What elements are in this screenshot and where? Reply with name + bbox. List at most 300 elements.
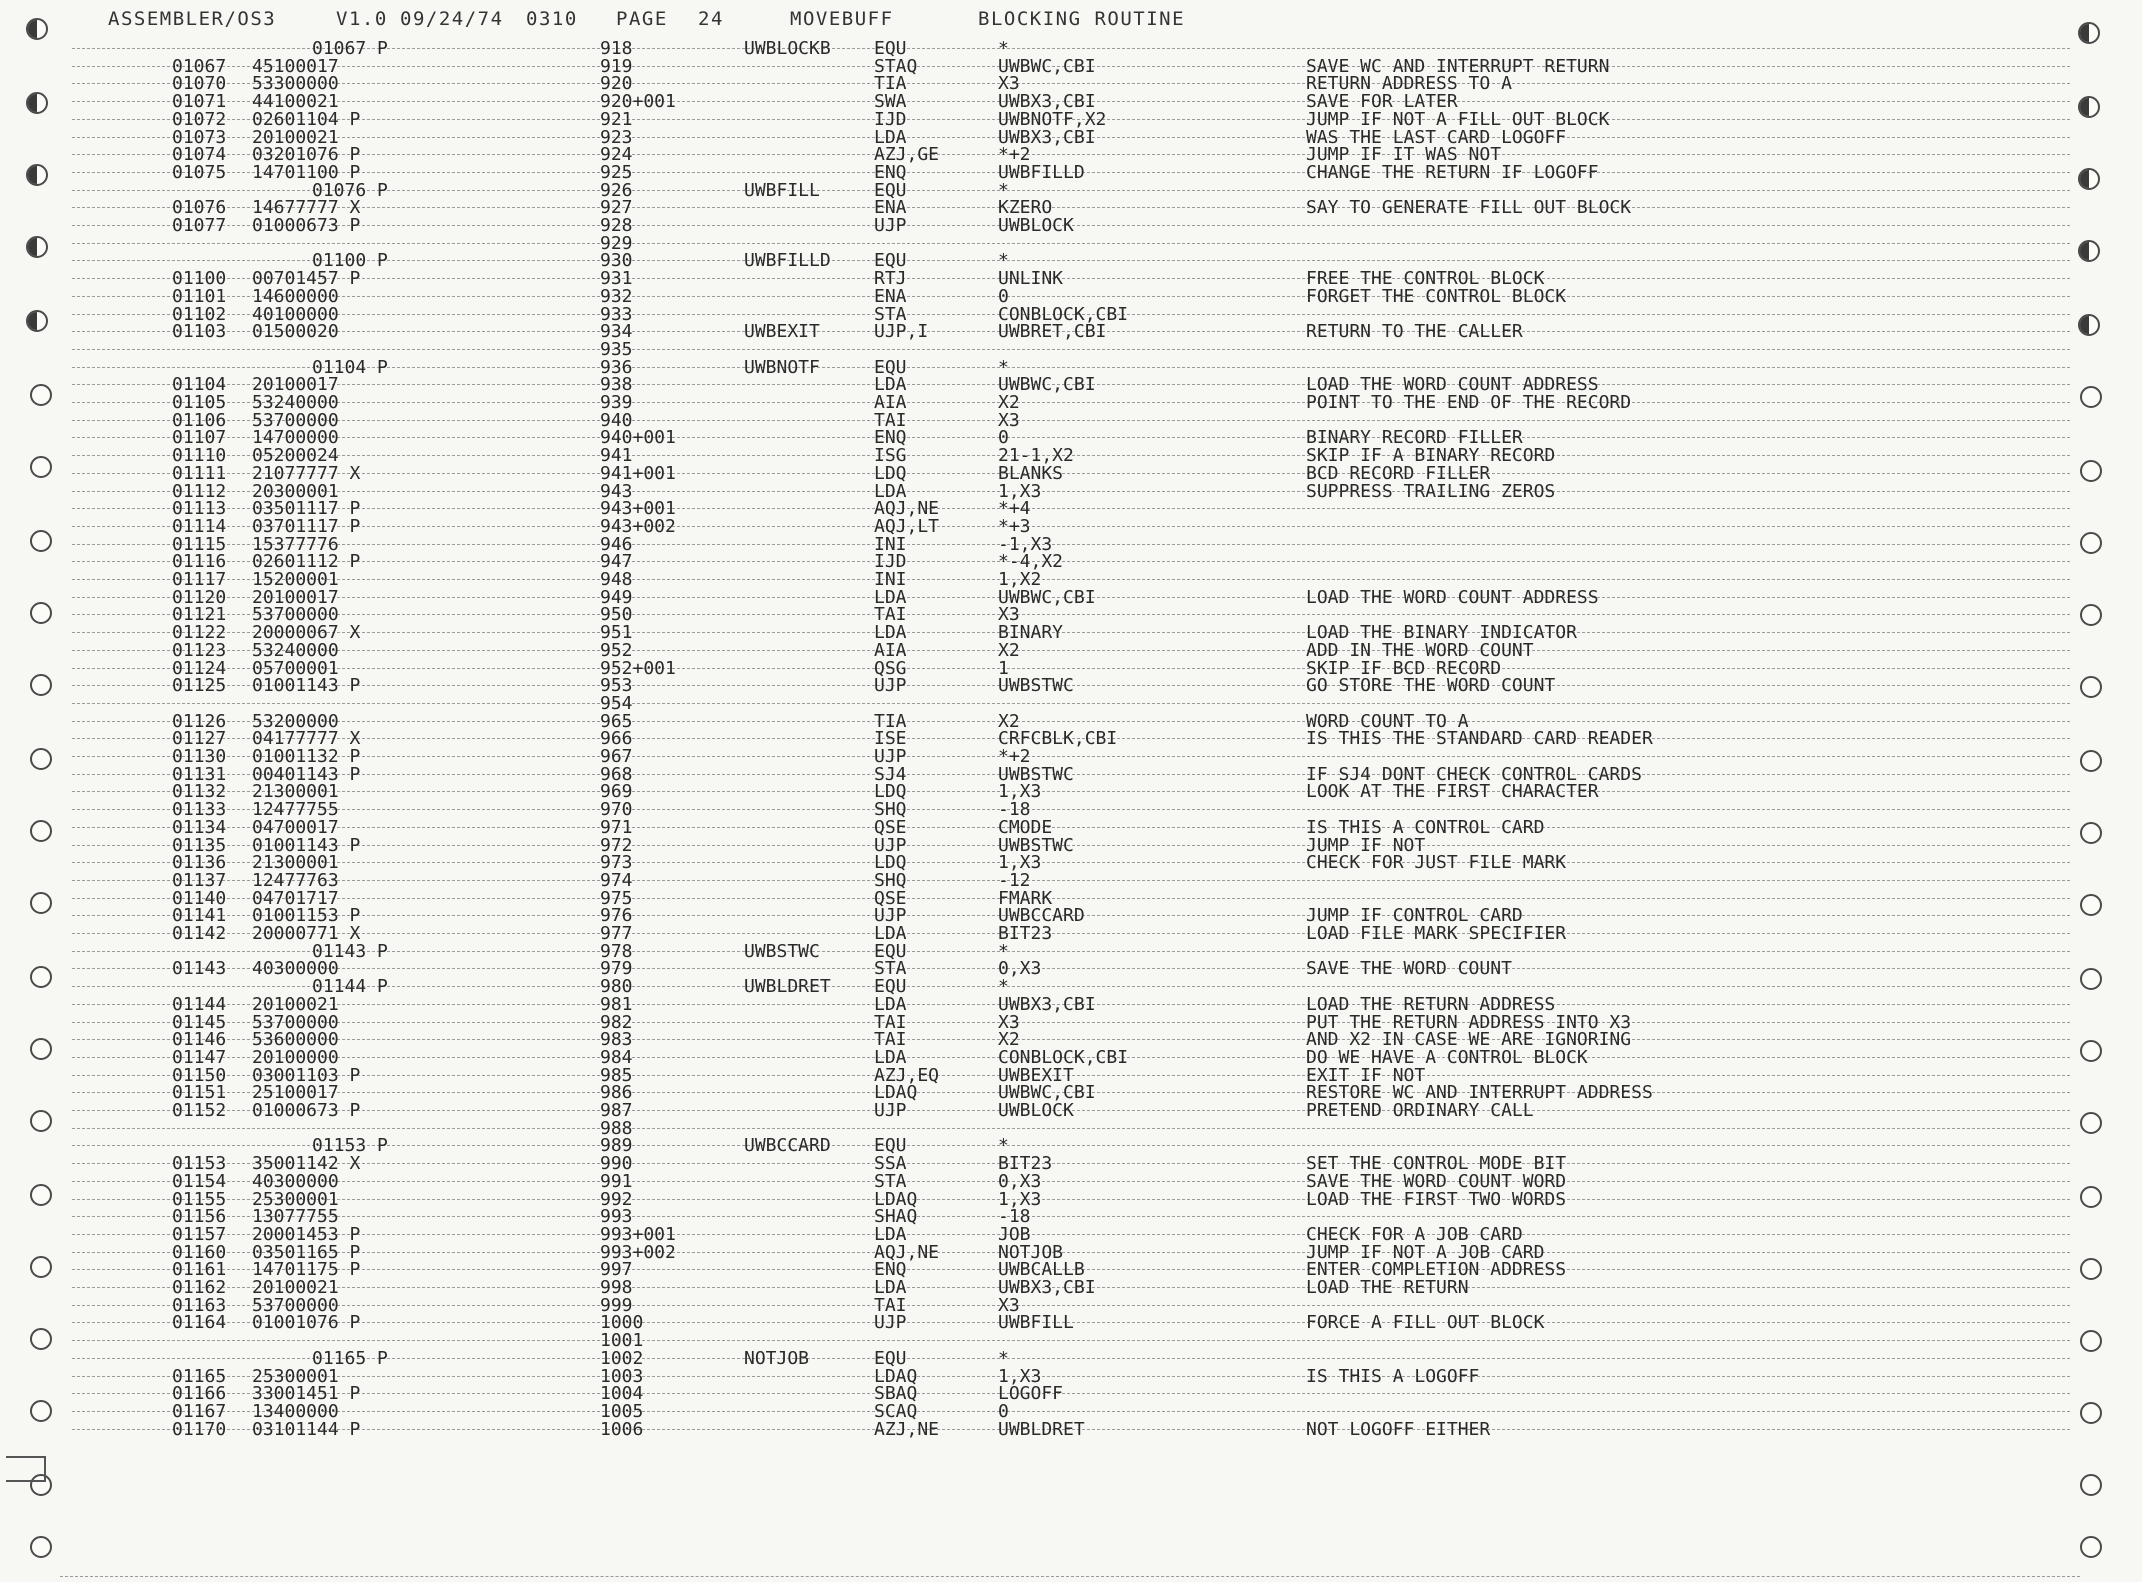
line-addr: 01122 (172, 622, 227, 644)
line-addr: 01116 (172, 551, 227, 573)
line-op: UJP (874, 215, 907, 236)
line-op: LDQ (874, 852, 907, 874)
line-word: 04701717 (252, 887, 339, 909)
line-word: 01000673 P (252, 1100, 361, 1121)
line-seq: 971 (600, 816, 633, 838)
line-op: TAI (874, 1029, 907, 1051)
line-operand: UWBLOCK (998, 215, 1074, 236)
line-addr: 01133 (172, 799, 227, 821)
header-date: 09/24/74 (400, 8, 504, 30)
line-operand: UWBWC,CBI (998, 1082, 1096, 1104)
line-word: 20100021 (252, 993, 339, 1015)
line-seq: 993+002 (600, 1241, 676, 1263)
line-comment: RESTORE WC AND INTERRUPT ADDRESS (1306, 1082, 1653, 1104)
line-rule (72, 827, 2070, 828)
line-word: 02601104 P (252, 108, 361, 130)
line-word: 40100000 (252, 303, 339, 325)
line-operand: *+4 (998, 498, 1031, 520)
line-operand: CONBLOCK,CBI (998, 1046, 1129, 1068)
line-addr: 01157 (172, 1223, 227, 1245)
line-seq: 968 (600, 763, 633, 785)
line-rule (72, 668, 2070, 669)
line-rule (72, 243, 2070, 244)
line-seq: 952+001 (600, 657, 676, 679)
line-label: UWBLDRET (744, 976, 831, 998)
line-op: EQU (874, 1347, 907, 1369)
line-rule (72, 420, 2070, 421)
line-operand: * (998, 38, 1009, 59)
line-op: SBAQ (874, 1383, 918, 1405)
line-rule (72, 650, 2070, 651)
line-addr: 01121 (172, 604, 227, 626)
line-op: STA (874, 1170, 907, 1192)
line-op: UJP,I (874, 321, 929, 343)
line-comment: SUPPRESS TRAILING ZEROS (1306, 480, 1556, 502)
line-addr: 01140 (172, 887, 227, 909)
line-seq: 999 (600, 1294, 633, 1316)
line-addr: 01137 (172, 869, 227, 891)
line-comment: RETURN ADDRESS TO A (1306, 73, 1512, 95)
line-seq: 972 (600, 834, 633, 856)
line-addr: 01161 (172, 1259, 227, 1281)
line-seq: 929 (600, 232, 633, 254)
line-addr: 01124 (172, 657, 227, 679)
line-rule (72, 1163, 2070, 1164)
line-seq: 1005 (600, 1400, 644, 1422)
line-op: AZJ,GE (874, 144, 940, 166)
line-operand: UWBSTWC (998, 763, 1074, 785)
line-op: AQJ,NE (874, 498, 940, 520)
line-word: 20100017 (252, 374, 339, 396)
line-addr: 01147 (172, 1046, 227, 1068)
line-rule (72, 526, 2070, 527)
line-op: STAQ (874, 55, 918, 77)
line-seq: 920+001 (600, 91, 676, 113)
line-op: EQU (874, 940, 907, 962)
line-addr: 01155 (172, 1188, 227, 1210)
line-seq: 919 (600, 55, 633, 77)
line-seq: 977 (600, 923, 633, 944)
line-word: 05200024 (252, 445, 339, 467)
line-seq: 952 (600, 639, 633, 661)
line-seq: 935 (600, 338, 633, 360)
line-addr: 01141 (172, 905, 227, 927)
line-rule (72, 544, 2070, 545)
line-op: LDA (874, 1223, 907, 1245)
line-comment: ADD IN THE WORD COUNT (1306, 639, 1534, 661)
line-addr: 01152 (172, 1100, 227, 1121)
line-operand: 1,X3 (998, 852, 1042, 874)
line-op: UJP (874, 675, 907, 697)
line-seq: 940 (600, 409, 633, 431)
line-op: ENQ (874, 1259, 907, 1281)
line-word: 15200001 (252, 569, 339, 590)
line-operand: BIT23 (998, 1153, 1053, 1175)
line-seq: 969 (600, 781, 633, 803)
line-operand: *+3 (998, 515, 1031, 537)
line-rule (72, 703, 2070, 704)
line-comment: JUMP IF NOT (1306, 834, 1426, 856)
line-seq: 921 (600, 108, 633, 130)
line-operand: * (998, 976, 1009, 998)
line-operand: UWBEXIT (998, 1064, 1074, 1086)
line-comment: FORGET THE CONTROL BLOCK (1306, 285, 1567, 307)
line-operand: 0 (998, 427, 1009, 449)
line-operand: *+2 (998, 144, 1031, 166)
line-rule (72, 862, 2070, 863)
line-op: LDA (874, 1277, 907, 1298)
line-seq: 973 (600, 852, 633, 874)
line-operand: *+2 (998, 746, 1031, 767)
line-op: SHAQ (874, 1206, 918, 1228)
line-addr: 01123 (172, 639, 227, 661)
line-operand: UWBWC,CBI (998, 55, 1096, 77)
line-addr: 01100 (172, 268, 227, 290)
line-rule (72, 508, 2070, 509)
line-rule (72, 1340, 2070, 1341)
line-op: LDQ (874, 781, 907, 803)
line-word: 00701457 P (252, 268, 361, 290)
line-seq: 966 (600, 728, 633, 750)
line-operand: 21-1,X2 (998, 445, 1074, 467)
line-op: UJP (874, 746, 907, 767)
line-word: 25300001 (252, 1365, 339, 1387)
line-word: 40300000 (252, 1170, 339, 1192)
line-addr: 01105 (172, 392, 227, 413)
line-addr: 01135 (172, 834, 227, 856)
line-word: 01100 P (312, 250, 388, 272)
line-op: TAI (874, 1011, 907, 1033)
line-rule (72, 1181, 2070, 1182)
line-operand: UWBWC,CBI (998, 586, 1096, 608)
line-operand: X3 (998, 73, 1020, 95)
line-seq: 936 (600, 356, 633, 378)
line-operand: * (998, 1135, 1009, 1157)
tear-mark-icon (6, 1456, 46, 1482)
line-rule (72, 880, 2070, 881)
line-word: 14600000 (252, 285, 339, 307)
line-op: SWA (874, 91, 907, 113)
line-rule (72, 1305, 2070, 1306)
line-comment: RETURN TO THE CALLER (1306, 321, 1523, 343)
line-rule (72, 791, 2070, 792)
line-rule (72, 402, 2070, 403)
line-label: UWBEXIT (744, 321, 820, 343)
line-operand: UWBFILLD (998, 161, 1085, 183)
line-seq: 1001 (600, 1330, 644, 1352)
line-rule (72, 632, 2070, 633)
line-comment: CHECK FOR A JOB CARD (1306, 1223, 1523, 1245)
line-seq: 932 (600, 285, 633, 307)
line-comment: WAS THE LAST CARD LOGOFF (1306, 126, 1567, 148)
line-rule (72, 1393, 2070, 1394)
line-word: 35001142 X (252, 1153, 361, 1175)
line-seq: 982 (600, 1011, 633, 1033)
line-operand: * (998, 179, 1009, 201)
line-seq: 943+001 (600, 498, 676, 520)
line-seq: 1006 (600, 1418, 644, 1440)
line-addr: 01117 (172, 569, 227, 590)
line-rule (72, 83, 2070, 84)
line-addr: 01162 (172, 1277, 227, 1298)
line-word: 01144 P (312, 976, 388, 998)
line-comment: NOT LOGOFF EITHER (1306, 1418, 1491, 1440)
line-word: 33001451 P (252, 1383, 361, 1405)
line-comment: JUMP IF NOT A FILL OUT BLOCK (1306, 108, 1610, 130)
line-operand: UWBX3,CBI (998, 91, 1096, 113)
line-comment: LOAD FILE MARK SPECIFIER (1306, 923, 1567, 944)
line-op: EQU (874, 356, 907, 378)
line-addr: 01154 (172, 1170, 227, 1192)
line-seq: 987 (600, 1100, 633, 1121)
line-seq: 992 (600, 1188, 633, 1210)
line-rule (72, 154, 2070, 155)
line-comment: SAVE WC AND INTERRUPT RETURN (1306, 55, 1610, 77)
line-operand: X3 (998, 1011, 1020, 1033)
line-label: NOTJOB (744, 1347, 810, 1369)
line-comment: AND X2 IN CASE WE ARE IGNORING (1306, 1029, 1632, 1051)
line-op: QSE (874, 887, 907, 909)
line-label: UWBNOTF (744, 356, 820, 378)
line-operand: X2 (998, 1029, 1020, 1051)
line-operand: UWBNOTF,X2 (998, 108, 1107, 130)
line-addr: 01067 (172, 55, 227, 77)
line-operand: -1,X3 (998, 533, 1053, 555)
line-operand: -18 (998, 1206, 1031, 1228)
line-addr: 01077 (172, 215, 227, 236)
line-op: STA (874, 303, 907, 325)
line-operand: X3 (998, 604, 1020, 626)
line-comment: CHECK FOR JUST FILE MARK (1306, 852, 1567, 874)
line-op: ENA (874, 197, 907, 219)
line-addr: 01151 (172, 1082, 227, 1104)
line-word: 53700000 (252, 1294, 339, 1316)
line-word: 53700000 (252, 409, 339, 431)
line-word: 20001453 P (252, 1223, 361, 1245)
line-addr: 01106 (172, 409, 227, 431)
line-word: 13400000 (252, 1400, 339, 1422)
line-comment: SAVE FOR LATER (1306, 91, 1458, 113)
line-word: 20100000 (252, 1046, 339, 1068)
line-operand: LOGOFF (998, 1383, 1064, 1405)
line-op: EQU (874, 1135, 907, 1157)
line-addr: 01142 (172, 923, 227, 944)
line-addr: 01130 (172, 746, 227, 767)
line-addr: 01145 (172, 1011, 227, 1033)
line-word: 04700017 (252, 816, 339, 838)
line-addr: 01150 (172, 1064, 227, 1086)
line-addr: 01074 (172, 144, 227, 166)
line-word: 02601112 P (252, 551, 361, 573)
line-op: LDA (874, 126, 907, 148)
line-comment: SKIP IF BCD RECORD (1306, 657, 1502, 679)
line-seq: 933 (600, 303, 633, 325)
line-rule (72, 721, 2070, 722)
line-comment: SAY TO GENERATE FILL OUT BLOCK (1306, 197, 1632, 219)
line-op: AQJ,LT (874, 515, 940, 537)
line-word: 01000673 P (252, 215, 361, 236)
line-operand: X3 (998, 409, 1020, 431)
line-op: AZJ,NE (874, 1418, 940, 1440)
line-operand: UWBCALLB (998, 1259, 1085, 1281)
line-op: AZJ,EQ (874, 1064, 940, 1086)
line-rule (72, 349, 2070, 350)
line-comment: SET THE CONTROL MODE BIT (1306, 1153, 1567, 1175)
line-rule (72, 1022, 2070, 1023)
line-operand: 1,X3 (998, 1365, 1042, 1387)
line-comment: LOAD THE BINARY INDICATOR (1306, 622, 1577, 644)
line-addr: 01167 (172, 1400, 227, 1422)
header-page-number: 24 (698, 8, 724, 30)
line-comment: FORCE A FILL OUT BLOCK (1306, 1312, 1545, 1334)
line-addr: 01144 (172, 993, 227, 1015)
line-word: 44100021 (252, 91, 339, 113)
line-word: 13077755 (252, 1206, 339, 1228)
line-op: SJ4 (874, 763, 907, 785)
line-word: 00401143 P (252, 763, 361, 785)
line-operand: X2 (998, 710, 1020, 732)
line-operand: -12 (998, 869, 1031, 891)
line-word: 14701175 P (252, 1259, 361, 1281)
line-operand: 1,X2 (998, 569, 1042, 590)
line-seq: 947 (600, 551, 633, 573)
line-op: SCAQ (874, 1400, 918, 1422)
line-seq: 950 (600, 604, 633, 626)
line-word: 01001143 P (252, 675, 361, 697)
line-word: 20000067 X (252, 622, 361, 644)
line-label: UWBCCARD (744, 1135, 831, 1157)
line-op: TIA (874, 73, 907, 95)
line-op: ENA (874, 285, 907, 307)
line-label: UWBFILLD (744, 250, 831, 272)
line-op: TIA (874, 710, 907, 732)
line-operand: 1 (998, 657, 1009, 679)
line-word: 03201076 P (252, 144, 361, 166)
line-rule (72, 933, 2070, 934)
line-operand: UWBWC,CBI (998, 374, 1096, 396)
line-addr: 01075 (172, 161, 227, 183)
line-word: 53300000 (252, 73, 339, 95)
line-word: 53700000 (252, 604, 339, 626)
line-seq: 981 (600, 993, 633, 1015)
line-rule (72, 1128, 2070, 1129)
line-op: ISG (874, 445, 907, 467)
line-seq: 984 (600, 1046, 633, 1068)
line-operand: FMARK (998, 887, 1053, 909)
page-perforation (60, 1576, 2080, 1577)
line-op: TAI (874, 1294, 907, 1316)
line-op: SHQ (874, 869, 907, 891)
line-addr: 01076 (172, 197, 227, 219)
line-comment: SAVE THE WORD COUNT (1306, 958, 1512, 980)
line-word: 20100021 (252, 126, 339, 148)
line-seq: 918 (600, 38, 633, 59)
line-comment: LOAD THE RETURN ADDRESS (1306, 993, 1556, 1015)
line-rule (72, 296, 2070, 297)
line-addr: 01164 (172, 1312, 227, 1334)
line-operand: -18 (998, 799, 1031, 821)
line-seq: 997 (600, 1259, 633, 1281)
line-op: EQU (874, 179, 907, 201)
line-seq: 924 (600, 144, 633, 166)
line-seq: 938 (600, 374, 633, 396)
line-addr: 01104 (172, 374, 227, 396)
line-rule (72, 278, 2070, 279)
line-addr: 01143 (172, 958, 227, 980)
line-seq: 985 (600, 1064, 633, 1086)
line-seq: 993 (600, 1206, 633, 1228)
line-seq: 943 (600, 480, 633, 502)
line-operand: JOB (998, 1223, 1031, 1245)
line-op: LDA (874, 622, 907, 644)
line-word: 14701100 P (252, 161, 361, 183)
line-seq: 940+001 (600, 427, 676, 449)
header-time: 0310 (526, 8, 578, 30)
line-op: SSA (874, 1153, 907, 1175)
header-routine: MOVEBUFF (790, 8, 894, 30)
line-op: UJP (874, 834, 907, 856)
line-operand: UWBSTWC (998, 834, 1074, 856)
line-operand: UWBX3,CBI (998, 126, 1096, 148)
line-comment: LOAD THE WORD COUNT ADDRESS (1306, 586, 1599, 608)
line-operand: X3 (998, 1294, 1020, 1316)
line-comment: LOAD THE FIRST TWO WORDS (1306, 1188, 1567, 1210)
line-rule (72, 473, 2070, 474)
line-word: 01001076 P (252, 1312, 361, 1334)
line-op: ENQ (874, 161, 907, 183)
line-seq: 934 (600, 321, 633, 343)
line-rule (72, 1234, 2070, 1235)
line-addr: 01125 (172, 675, 227, 697)
line-op: LDA (874, 480, 907, 502)
line-addr: 01072 (172, 108, 227, 130)
line-op: RTJ (874, 268, 907, 290)
line-comment: LOAD THE WORD COUNT ADDRESS (1306, 374, 1599, 396)
line-op: LDAQ (874, 1188, 918, 1210)
line-addr: 01165 (172, 1365, 227, 1387)
line-operand: 1,X3 (998, 480, 1042, 502)
line-addr: 01071 (172, 91, 227, 113)
line-seq: 954 (600, 692, 633, 714)
line-addr: 01153 (172, 1153, 227, 1175)
line-addr: 01073 (172, 126, 227, 148)
line-op: LDA (874, 374, 907, 396)
line-word: 01104 P (312, 356, 388, 378)
line-op: UJP (874, 1312, 907, 1334)
line-rule (72, 561, 2070, 562)
line-rule (72, 1199, 2070, 1200)
line-operand: 0,X3 (998, 1170, 1042, 1192)
line-op: INI (874, 533, 907, 555)
line-seq: 998 (600, 1277, 633, 1298)
line-word: 03501117 P (252, 498, 361, 520)
line-comment: ENTER COMPLETION ADDRESS (1306, 1259, 1567, 1281)
line-addr: 01170 (172, 1418, 227, 1440)
line-seq: 980 (600, 976, 633, 998)
line-addr: 01126 (172, 710, 227, 732)
line-addr: 01156 (172, 1206, 227, 1228)
line-operand: UWBRET,CBI (998, 321, 1107, 343)
line-addr: 01103 (172, 321, 227, 343)
line-addr: 01136 (172, 852, 227, 874)
line-operand: 0 (998, 285, 1009, 307)
line-comment: IS THIS A CONTROL CARD (1306, 816, 1545, 838)
line-operand: CRFCBLK,CBI (998, 728, 1118, 750)
line-operand: BIT23 (998, 923, 1053, 944)
line-op: IJD (874, 551, 907, 573)
line-word: 01001132 P (252, 746, 361, 767)
line-op: LDA (874, 993, 907, 1015)
